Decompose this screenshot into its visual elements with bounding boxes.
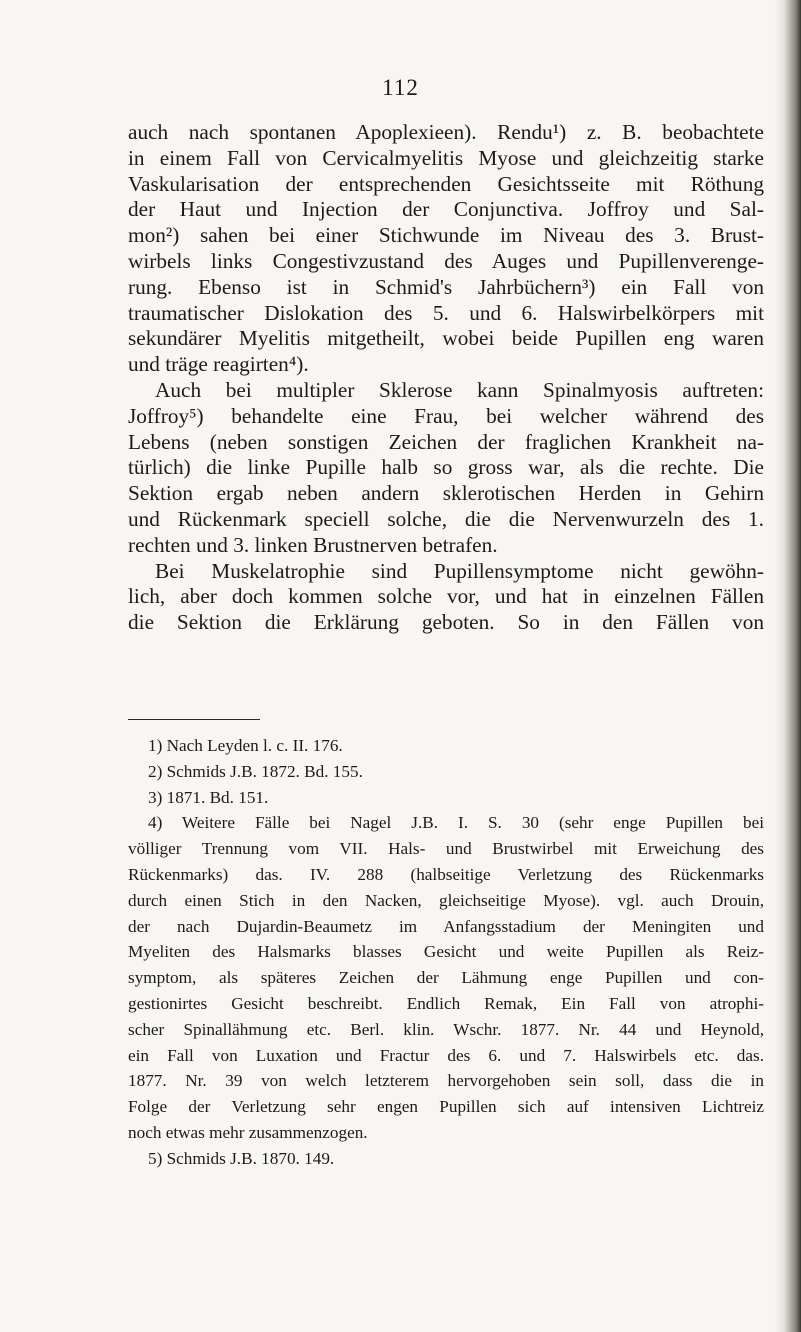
body-line: auch nach spontanen Apoplexieen). Rendu¹) z. B. beobachtete <box>128 120 764 144</box>
body-line: rung. Ebenso ist in Schmid's Jahrbüchern³) ein Fall von <box>128 274 764 299</box>
body-line: rechten und 3. linken Brustnerven betrafen. <box>128 532 498 557</box>
body-line: der Haut und Injection der Conjunctiva. Joffroy und Sal- <box>128 197 764 222</box>
body-line: und Rückenmark speciell solche, die die Nervenwurzeln des 1. <box>128 506 764 531</box>
footnote-line: Folge der Verletzung sehr engen Pupillen sich auf intensiven Lichtreiz <box>128 1097 764 1117</box>
footnote-line: noch etwas mehr zusammenzogen. <box>128 1122 368 1142</box>
page-number: 112 <box>382 75 419 100</box>
footnote-line: 2) Schmids J.B. 1872. Bd. 155. <box>148 761 363 781</box>
body-line: mon²) sahen bei einer Stichwunde im Niveau des 3. Brust- <box>128 223 764 248</box>
paragraph-start-line: Bei Muskelatrophie sind Pupillensymptome nicht gewöhn- <box>155 558 764 583</box>
body-line: traumatischer Dislokation des 5. und 6. Halswirbelkörpers mit <box>128 300 764 325</box>
footnote-line: der nach Dujardin-Beaumetz im Anfangsstadium der Meningiten und <box>128 916 764 936</box>
body-line: wirbels links Congestivzustand des Auges und Pupillenverenge- <box>128 248 764 273</box>
body-line: in einem Fall von Cervicalmyelitis Myose und gleichzeitig starke <box>128 145 764 170</box>
body-line: die Sektion die Erklärung geboten. So in den Fällen von <box>128 610 764 635</box>
footnote-line: 4) Weitere Fälle bei Nagel J.B. I. S. 30 (sehr enge Pupillen bei <box>148 813 764 833</box>
footnote-line: gestionirtes Gesicht beschreibt. Endlich Remak, Ein Fall von atrophi- <box>128 993 764 1013</box>
footnotes <box>128 736 764 1175</box>
body-text <box>128 120 764 636</box>
footnote-line: symptom, als späteres Zeichen der Lähmung enge Pupillen und con- <box>128 968 764 988</box>
body-line: sekundärer Myelitis mitgetheilt, wobei beide Pupillen eng waren <box>128 326 764 351</box>
body-line: Vaskularisation der entsprechenden Gesichtsseite mit Röthung <box>128 171 764 196</box>
footnote-line: 5) Schmids J.B. 1870. 149. <box>148 1148 335 1168</box>
body-line: Joffroy⁵) behandelte eine Frau, bei welcher während des <box>128 403 764 428</box>
page-binding-shadow <box>775 0 801 1332</box>
footnote-line: scher Spinallähmung etc. Berl. klin. Wschr. 1877. Nr. 44 und Heynold, <box>128 1019 764 1039</box>
footnote-line: Myeliten des Halsmarks blasses Gesicht und weite Pupillen als Reiz- <box>128 942 764 962</box>
footnote-line: völliger Trennung vom VII. Hals- und Brustwirbel mit Erweichung des <box>128 839 764 859</box>
body-line: und träge reagirten⁴). <box>128 352 309 377</box>
body-line: Lebens (neben sonstigen Zeichen der fraglichen Krankheit na- <box>128 429 764 454</box>
body-line: lich, aber doch kommen solche vor, und hat in einzelnen Fällen <box>128 584 764 609</box>
footnote-separator <box>128 719 260 720</box>
paragraph-start-line: Auch bei multipler Sklerose kann Spinalmyosis auftreten: <box>155 377 764 402</box>
body-line: türlich) die linke Pupille halb so gross war, als die rechte. Die <box>128 455 764 480</box>
body-line: Sektion ergab neben andern sklerotischen Herden in Gehirn <box>128 481 764 506</box>
footnote-line: durch einen Stich in den Nacken, gleichseitige Myose). vgl. auch Drouin, <box>128 890 764 910</box>
footnote-line: 1877. Nr. 39 von welch letzterem hervorgehoben sein soll, dass die in <box>128 1071 764 1091</box>
footnote-line: 1) Nach Leyden l. c. II. 176. <box>148 736 343 755</box>
footnote-line: 3) 1871. Bd. 151. <box>148 787 269 807</box>
footnote-line: ein Fall von Luxation und Fractur des 6. und 7. Halswirbels etc. das. <box>128 1045 764 1065</box>
footnote-line: Rückenmarks) das. IV. 288 (halbseitige Verletzung des Rückenmarks <box>128 864 764 884</box>
